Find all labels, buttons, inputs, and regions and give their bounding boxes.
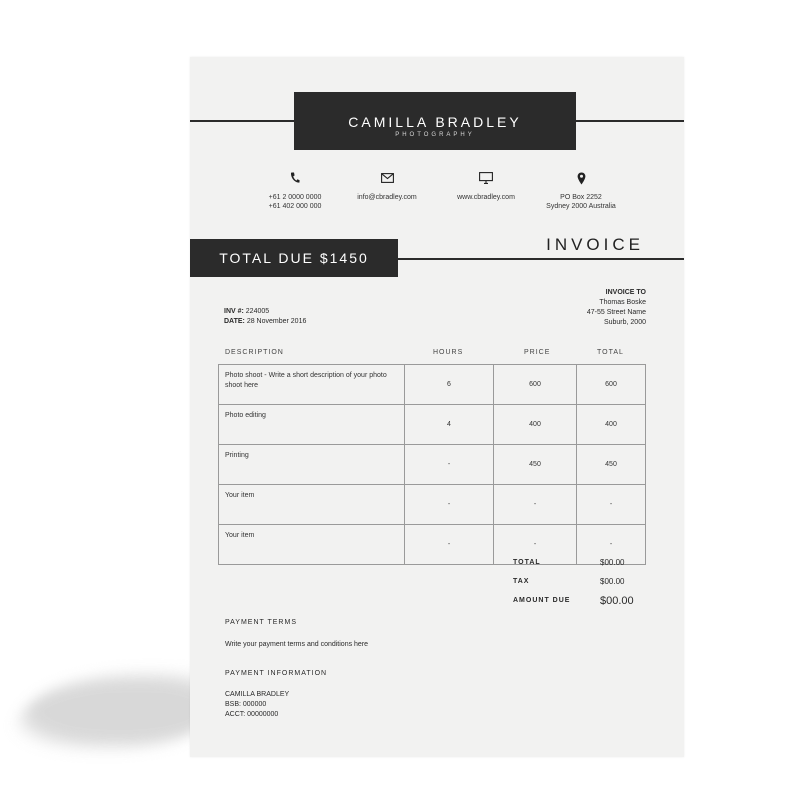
row-total: 600 bbox=[577, 365, 646, 405]
column-header-hours: HOURS bbox=[433, 349, 464, 356]
contact-phone-line-2: +61 402 000 000 bbox=[268, 203, 322, 210]
payment-info-block bbox=[225, 690, 289, 720]
totals-block bbox=[513, 553, 634, 610]
header-rule-right bbox=[576, 120, 684, 122]
row-description: Photo editing bbox=[219, 405, 405, 445]
column-header-total: TOTAL bbox=[597, 349, 624, 356]
payment-info-heading: PAYMENT INFORMATION bbox=[225, 670, 328, 677]
invoice-to-block bbox=[587, 288, 646, 328]
row-hours: - bbox=[405, 485, 494, 525]
row-description: Your item bbox=[219, 485, 405, 525]
tax-value: $00.00 bbox=[600, 577, 625, 586]
payment-info-acct: ACCT: 00000000 bbox=[225, 711, 279, 718]
tax-label: TAX bbox=[513, 578, 530, 585]
invoice-number-value: 224005 bbox=[243, 308, 270, 315]
row-total: - bbox=[577, 485, 646, 525]
total-due-banner: TOTAL DUE $1450 bbox=[190, 239, 398, 277]
row-hours: 4 bbox=[405, 405, 494, 445]
table-row bbox=[219, 445, 646, 485]
invoice-to-name: Thomas Boske bbox=[599, 299, 646, 306]
row-description: Your item bbox=[219, 525, 405, 565]
invoice-date-value: 28 November 2016 bbox=[244, 318, 307, 325]
total-label: TOTAL bbox=[513, 559, 541, 566]
table-row bbox=[219, 405, 646, 445]
row-total: 400 bbox=[577, 405, 646, 445]
invoice-to-heading: INVOICE TO bbox=[605, 289, 646, 296]
row-price: - bbox=[494, 525, 577, 565]
payment-terms-text: Write your payment terms and conditions here bbox=[225, 641, 369, 648]
contact-website-text[interactable]: www.cbradley.com bbox=[457, 194, 515, 201]
invoice-date-label: DATE: bbox=[224, 318, 245, 325]
amount-due-label: AMOUNT DUE bbox=[513, 597, 571, 604]
row-price: 400 bbox=[494, 405, 577, 445]
total-row bbox=[513, 553, 634, 572]
contact-address-line-2: Sydney 2000 Australia bbox=[546, 203, 616, 210]
brand-name: CAMILLA BRADLEY bbox=[348, 114, 522, 130]
table-row bbox=[219, 365, 646, 405]
row-total: - bbox=[577, 525, 646, 565]
invoice-page bbox=[190, 57, 684, 757]
invoice-rule bbox=[398, 258, 684, 260]
brand-subtitle: PHOTOGRAPHY bbox=[395, 132, 475, 138]
payment-info-name: CAMILLA BRADLEY bbox=[225, 691, 290, 698]
row-price: 450 bbox=[494, 445, 577, 485]
invoice-title: INVOICE bbox=[546, 235, 644, 254]
invoice-number-label: INV #: bbox=[224, 308, 244, 315]
column-header-price: PRICE bbox=[524, 349, 551, 356]
contact-email-text[interactable]: info@cbradley.com bbox=[357, 194, 417, 201]
location-pin-icon bbox=[521, 169, 641, 187]
table-row bbox=[219, 485, 646, 525]
invoice-meta bbox=[224, 307, 306, 327]
row-hours: 6 bbox=[405, 365, 494, 405]
brand-banner bbox=[294, 92, 576, 150]
header-rule-left bbox=[190, 120, 294, 122]
column-header-description: DESCRIPTION bbox=[225, 349, 284, 356]
invoice-date bbox=[224, 317, 306, 327]
contact-address bbox=[521, 169, 641, 211]
row-price: - bbox=[494, 485, 577, 525]
total-value: $00.00 bbox=[600, 558, 625, 567]
amount-due-value: $00.00 bbox=[600, 594, 634, 607]
contact-address-line-1: PO Box 2252 bbox=[560, 194, 602, 201]
payment-terms-heading: PAYMENT TERMS bbox=[225, 619, 297, 626]
payment-info-bsb: BSB: 000000 bbox=[225, 701, 267, 708]
invoice-to-suburb: Suburb, 2000 bbox=[603, 319, 646, 326]
tax-row bbox=[513, 572, 634, 591]
invoice-to-street: 47-55 Street Name bbox=[586, 309, 646, 316]
invoice-number bbox=[224, 307, 306, 317]
row-price: 600 bbox=[494, 365, 577, 405]
row-description: Printing bbox=[219, 445, 405, 485]
line-items-table bbox=[218, 364, 646, 565]
contact-phone-line-1: +61 2 0000 0000 bbox=[268, 194, 322, 201]
amount-due-row bbox=[513, 591, 634, 610]
row-total: 450 bbox=[577, 445, 646, 485]
row-hours: - bbox=[405, 525, 494, 565]
row-description: Photo shoot - Write a short description of your photo shoot here bbox=[219, 365, 405, 405]
row-hours: - bbox=[405, 445, 494, 485]
